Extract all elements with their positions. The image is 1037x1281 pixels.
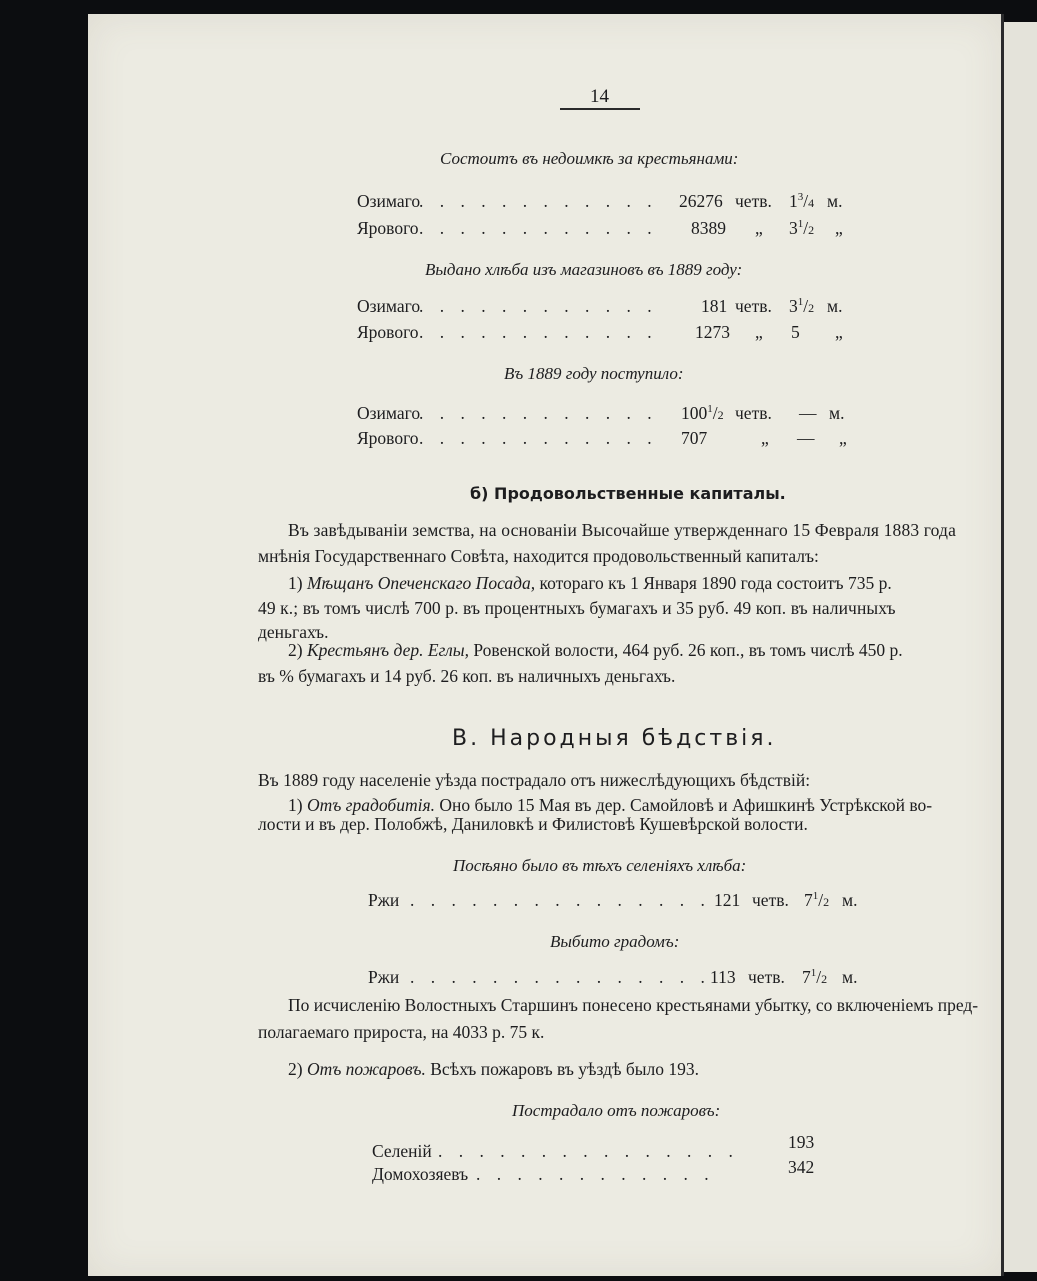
- paragraph-text: Всѣхъ пожаровъ въ уѣздѣ было 193.: [430, 1059, 700, 1079]
- row-value: 193: [788, 1132, 815, 1152]
- entity-name: Отъ пожаровъ.: [306, 1059, 426, 1079]
- row-label: Ржи: [368, 967, 400, 987]
- row-value: $100^1/2$: [681, 403, 724, 423]
- binding-edge: [1001, 14, 1004, 1276]
- row-value: 181: [701, 296, 728, 316]
- row-measure-unit: м.: [842, 890, 858, 910]
- paragraph-line: полагаемаго прироста, на 4033 р. 75 к.: [258, 1022, 545, 1042]
- paragraph-line: въ % бумагахъ и 14 руб. 26 коп. въ наличныхъ деньгахъ.: [258, 666, 676, 686]
- row-label: Озимаго: [357, 296, 421, 316]
- table-title-issued: Выдано хлѣба изъ магазиновъ въ 1889 году:: [425, 260, 743, 279]
- list-number: 2): [288, 640, 303, 660]
- paragraph-line: Въ завѣдываніи земства, на основаніи Высочайше утвержденнаго 15 Февраля 1883 года: [288, 520, 957, 540]
- row-label: Озимаго: [357, 403, 421, 423]
- paragraph-line: мнѣнія Государственнаго Совѣта, находится продовольственный капиталъ:: [258, 546, 819, 566]
- row-value: 121: [714, 890, 741, 910]
- paragraph-line: По исчисленію Волостныхъ Старшинъ понесено крестьянами убытку, со включеніемъ пред-: [288, 995, 979, 1015]
- row-value: 707: [681, 428, 708, 448]
- paragraph-line: Въ 1889 году населеніе уѣзда пострадало отъ нижеслѣдующихъ бѣдствій:: [258, 770, 811, 790]
- row-label: Ярового: [357, 322, 419, 342]
- row-label: Селеній: [372, 1141, 432, 1161]
- row-label: Ржи: [368, 890, 400, 910]
- row-unit: четв.: [735, 403, 772, 423]
- paragraph-line: лости и въ дер. Полобжѣ, Даниловкѣ и Филистовѣ Кушевѣрской волости.: [258, 814, 808, 834]
- dot-leader: . . . . . . . . . . . .: [419, 322, 658, 342]
- dot-leader: . . . . . . . . . . . .: [419, 218, 658, 238]
- list-number: 1): [288, 795, 303, 815]
- paragraph-text: Оно было 15 Мая въ дер. Самойловѣ и Афишкинѣ Устрѣкской во-: [439, 795, 933, 815]
- entity-name: Крестьянъ дер. Еглы,: [306, 640, 469, 660]
- row-measure: $1^3/4$: [789, 191, 815, 211]
- row-measure-unit: м.: [842, 967, 858, 987]
- paragraph-line: [288, 573, 892, 594]
- row-unit: „: [755, 218, 763, 238]
- dot-leader: . . . . . . . . . . . . . . .: [410, 967, 711, 987]
- row-unit: четв.: [735, 296, 772, 316]
- row-measure-unit: м.: [829, 403, 845, 423]
- percent-sign: %: [279, 666, 294, 686]
- row-measure-unit: м.: [827, 191, 843, 211]
- row-measure: $3^1/2$: [789, 218, 815, 238]
- dot-leader: . . . . . . . . . . . .: [476, 1164, 715, 1184]
- dot-leader: . . . . . . . . . . . . . . .: [438, 1141, 739, 1161]
- paragraph-line: 49 к.; въ томъ числѣ 700 р. въ процентныхъ бумагахъ и 35 руб. 49 коп. въ наличныхъ: [258, 598, 896, 618]
- table-title-arrears: Состоитъ въ недоимкѣ за крестьянами:: [440, 149, 739, 168]
- dot-leader: . . . . . . . . . . . .: [419, 191, 658, 211]
- list-number: 1): [288, 573, 303, 593]
- row-value: 1273: [695, 322, 730, 342]
- dot-leader: . . . . . . . . . . . .: [419, 403, 658, 423]
- row-measure: —: [799, 403, 817, 423]
- table-title-fires: Пострадало отъ пожаровъ:: [512, 1101, 721, 1120]
- row-value: 8389: [691, 218, 726, 238]
- adjacent-page-edge: [1001, 22, 1037, 1272]
- table-title-received: Въ 1889 году поступило:: [504, 364, 684, 383]
- paragraph-line: деньгахъ.: [258, 622, 329, 642]
- paragraph-text: Ровенской волости, 464 руб. 26 коп., въ томъ числѣ 450 р.: [473, 640, 903, 660]
- row-label: Ярового: [357, 218, 419, 238]
- row-value: 26276: [679, 191, 723, 211]
- entity-name: Мѣщанъ Опеченскаго Посада,: [306, 573, 536, 593]
- entity-name: Отъ градобитія.: [306, 795, 435, 815]
- section-heading-food-capital: б) Продовольственные капиталы.: [470, 484, 786, 503]
- row-unit: „: [761, 428, 769, 448]
- dot-leader: . . . . . . . . . . . .: [419, 296, 658, 316]
- dot-leader: . . . . . . . . . . . .: [419, 428, 658, 448]
- row-label: Ярового: [357, 428, 419, 448]
- row-unit: четв.: [748, 967, 785, 987]
- row-unit: „: [755, 322, 763, 342]
- row-measure: $3^1/2$: [789, 296, 815, 316]
- row-value: 113: [710, 967, 736, 987]
- row-label: Озимаго: [357, 191, 421, 211]
- row-value: 342: [788, 1157, 815, 1177]
- row-unit: четв.: [752, 890, 789, 910]
- section-heading-disasters: В. Народныя бѣдствія.: [452, 726, 777, 751]
- row-unit: четв.: [735, 191, 772, 211]
- page-number: 14: [590, 86, 609, 107]
- dot-leader: . . . . . . . . . . . . . . .: [410, 890, 711, 910]
- row-label: Домохозяевъ: [372, 1164, 469, 1184]
- paragraph-line: [288, 1059, 699, 1080]
- paragraph-text: котораго къ 1 Января 1890 года состоитъ 735 р.: [539, 573, 892, 593]
- list-number: 2): [288, 1059, 303, 1079]
- paragraph-line: [288, 795, 932, 816]
- table-title-sown: Посѣяно было въ тѣхъ селеніяхъ хлѣба:: [453, 856, 747, 875]
- paragraph-line: [288, 640, 903, 661]
- row-measure: 5: [791, 322, 800, 342]
- row-measure-unit: „: [835, 218, 843, 238]
- page-number-rule: [560, 108, 640, 110]
- row-measure-unit: м.: [827, 296, 843, 316]
- row-measure: —: [797, 428, 815, 448]
- table-title-hail: Выбито градомъ:: [550, 932, 680, 951]
- row-measure-unit: „: [839, 428, 847, 448]
- row-measure: $7^1/2$: [804, 890, 830, 910]
- row-measure-unit: „: [835, 322, 843, 342]
- row-measure: $7^1/2$: [802, 967, 828, 987]
